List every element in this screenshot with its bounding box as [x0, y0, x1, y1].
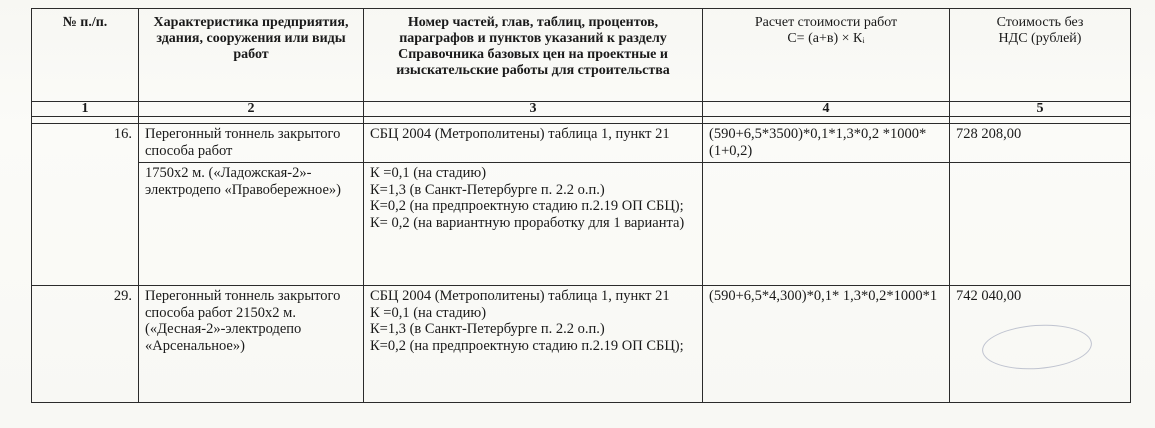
column-number: 1 — [32, 102, 139, 117]
row-number: 16. — [32, 124, 139, 286]
column-number-row — [32, 102, 1131, 117]
row-cost-empty — [950, 163, 1131, 286]
header-calculation — [703, 9, 950, 102]
header-number: № п./п. — [32, 9, 139, 102]
table-row — [32, 124, 1131, 163]
reference-line: СБЦ 2004 (Метрополитены) таблица 1, пункт 21 — [370, 288, 670, 304]
column-number: 5 — [950, 102, 1131, 117]
coefficient-line: К= 0,2 (на вариантную проработку для 1 варианта) — [370, 214, 685, 231]
coefficient-line: К=1,3 (в Санкт-Петербурге п. 2.2 о.п.) — [370, 181, 605, 198]
coefficient-line: К =0,1 (на стадию) — [370, 304, 487, 321]
row-description: Перегонный тоннель закрытого способа работ 2150х2 м. («Десная-2»-электродепо «Арсенальное») — [139, 286, 364, 403]
row-calculation: (590+6,5*3500)*0,1*1,3*0,2 *1000*(1+0,2) — [703, 124, 950, 163]
table-row — [32, 286, 1131, 403]
row-calculation-empty — [703, 163, 950, 286]
header-calculation-formula: С= (а+в) × Кᵢ — [787, 31, 865, 46]
row-reference — [364, 286, 703, 403]
table-header-row — [32, 9, 1131, 102]
header-reference: Номер частей, глав, таблиц, процентов, параграфов и пунктов указаний к разделу Справочника базовых цен на проектные и изыскательские работы для строительства — [364, 9, 703, 102]
row-number: 29. — [32, 286, 139, 403]
row-cost: 728 208,00 — [950, 124, 1131, 163]
column-number: 3 — [364, 102, 703, 117]
row-reference: СБЦ 2004 (Метрополитены) таблица 1, пункт 21 — [364, 124, 703, 163]
column-number: 4 — [703, 102, 950, 117]
spacer-row — [32, 117, 1131, 124]
coefficient-line: К =0,1 (на стадию) — [370, 165, 487, 181]
header-calculation-title: Расчет стоимости работ — [754, 15, 898, 30]
coefficient-line: К=0,2 (на предпроектную стадию п.2.19 ОП СБЦ); — [370, 337, 684, 354]
coefficient-line: К=1,3 (в Санкт-Петербурге п. 2.2 о.п.) — [370, 321, 605, 337]
table-row-continuation — [32, 163, 1131, 286]
row-description: Перегонный тоннель закрытого способа работ — [139, 124, 364, 163]
row-cost: 742 040,00 — [950, 286, 1131, 403]
cost-table — [31, 8, 1131, 403]
row-reference-coefficients — [364, 163, 703, 286]
header-characteristic: Характеристика предприятия, здания, сооружения или виды работ — [139, 9, 364, 102]
header-cost: Стоимость без НДС (рублей) — [950, 9, 1131, 102]
coefficient-line: К=0,2 (на предпроектную стадию п.2.19 ОП СБЦ); — [370, 198, 684, 214]
column-number: 2 — [139, 102, 364, 117]
row-calculation: (590+6,5*4,300)*0,1* 1,3*0,2*1000*1 — [703, 286, 950, 403]
row-description-continued: 1750х2 м. («Ладожская-2»-электродепо «Правобережное») — [139, 163, 364, 286]
